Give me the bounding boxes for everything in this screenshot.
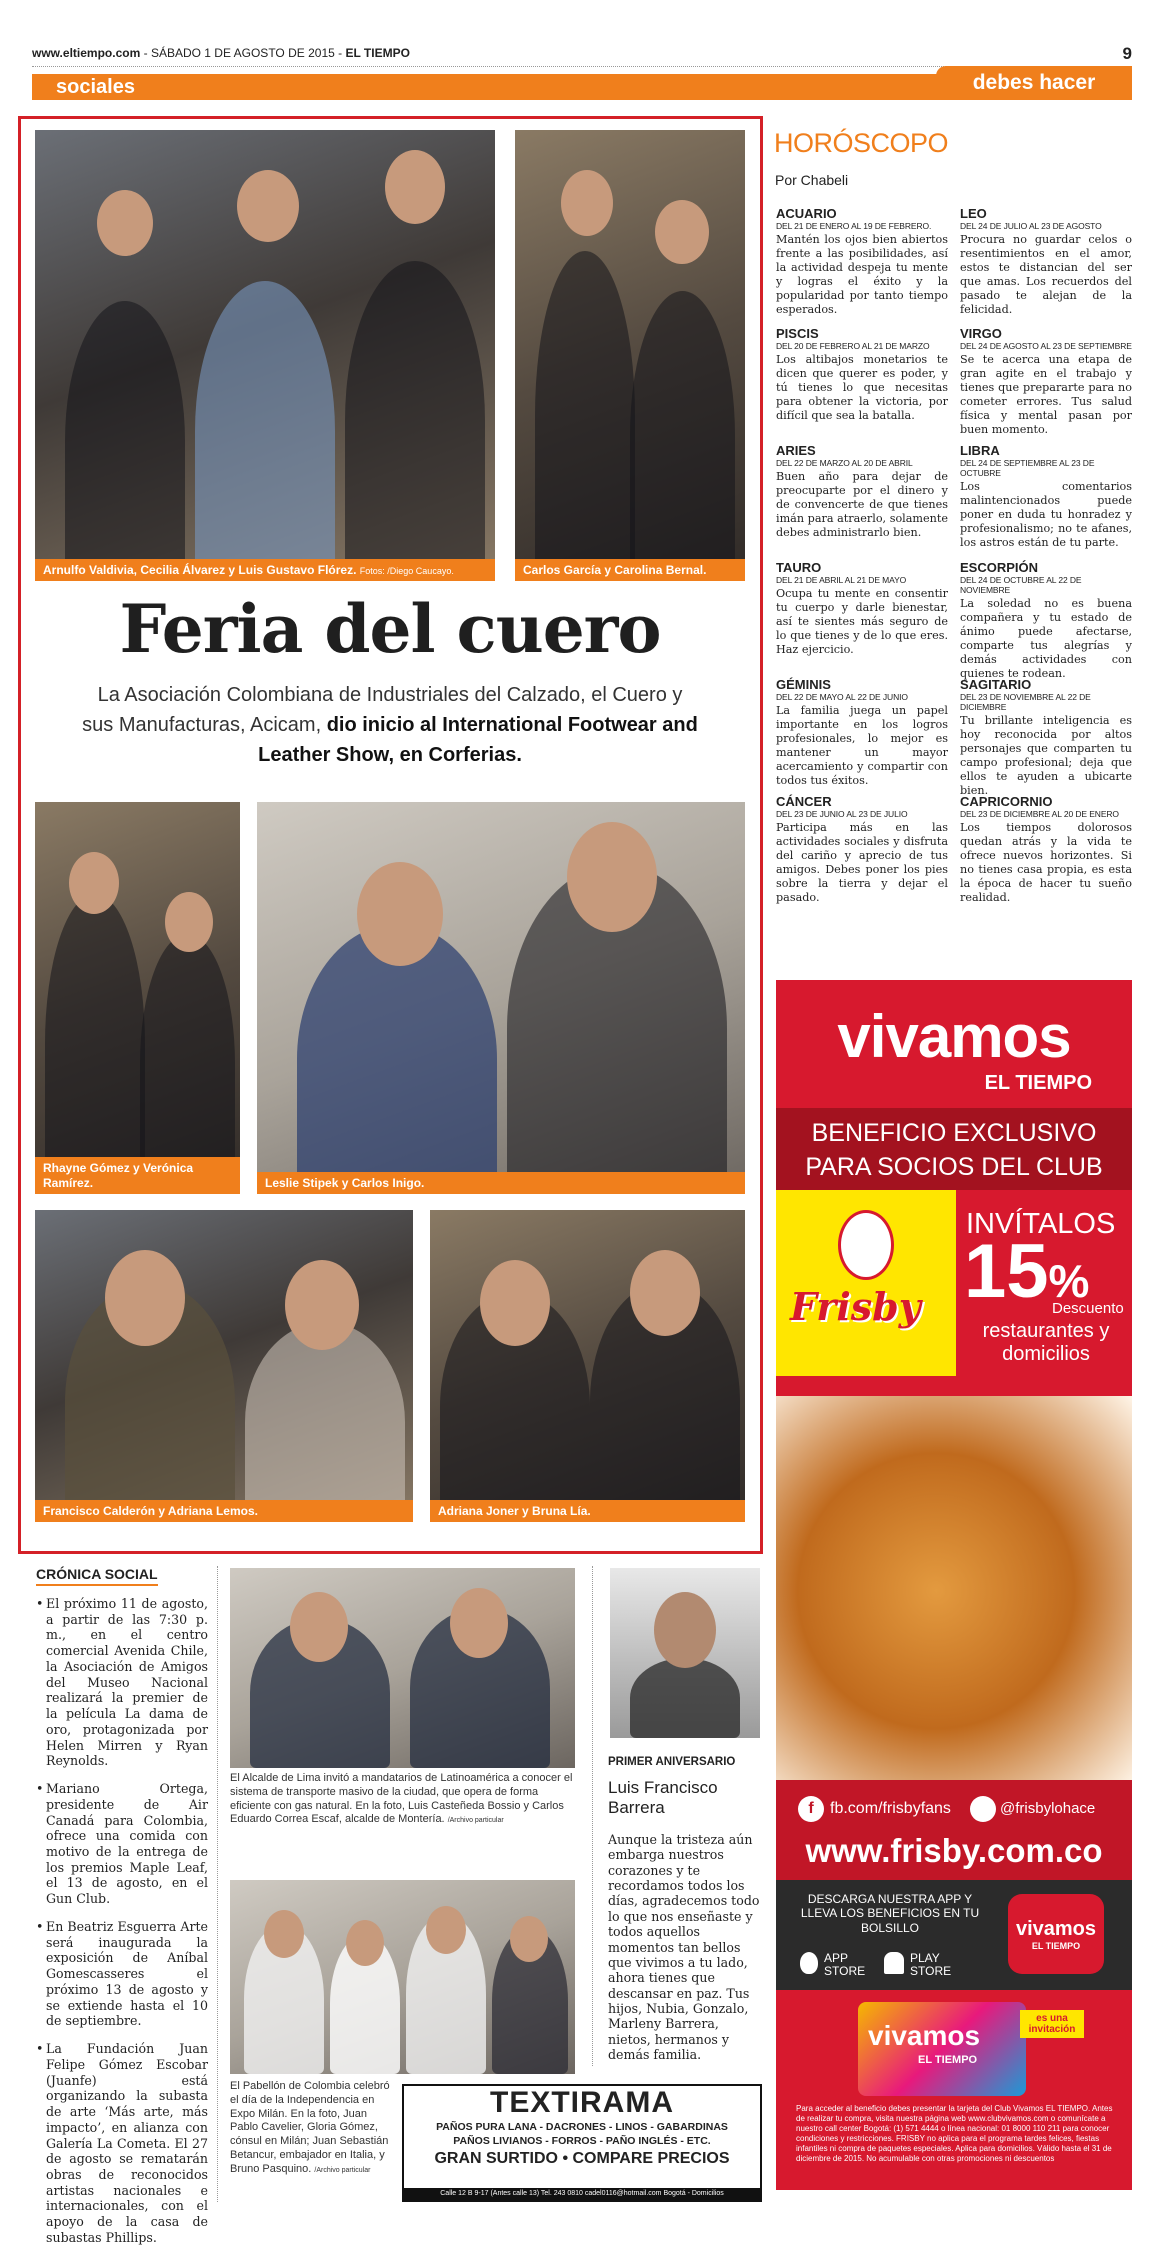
- expo-caption: El Pabellón de Colombia celebró el día de la Independencia en Expo Milán. En la foto, Juan Pablo Cavelier, Gloria Gómez, cónsul en Milán; Juan Sebastián Betancur, embajador en Italia, y Bruno Pasquino. /Archivo particular: [230, 2080, 390, 2175]
- sign-sagitario: SAGITARIO DEL 23 DE NOVIEMBRE AL 22 DE DICIEMBRE Tu brillante inteligencia es hoy reconocida por altos personajes que comparten tu campo profesional; deja que ellos te ayuden a ubicarte bien.: [960, 677, 1132, 797]
- site-url[interactable]: www.eltiempo.com: [32, 46, 141, 60]
- sign-virgo: VIRGO DEL 24 DE AGOSTO AL 23 DE SEPTIEMBRE Se te acerca una etapa de gran agite en el trabajo y tienes que prepararte para no cometer errores. Tus salud física y mental pasan por buen momento.: [960, 326, 1132, 436]
- sign-escorpion: ESCORPIÓN DEL 24 DE OCTUBRE AL 22 DE NOVIEMBRE La soledad no es buena compañera y tu estado de ánimo puede afectarse, comparte tus alegrías y demás actividades con quienes te rodean.: [960, 560, 1132, 680]
- textirama-name: TEXTIRAMA: [490, 2086, 674, 2119]
- ad-app-band: [776, 1880, 1132, 1990]
- cronica-item-1: • El próximo 11 de agosto, a partir de las 7:30 p. m., en el centro comercial Avenida Chile, la Asociación de Amigos del Museo Nacional realizará la premier de la película La dama de oro, protagonizada por Helen Mirren y Ryan Reynolds.: [36, 1596, 208, 1769]
- ad-benefit-2: PARA SOCIOS DEL CLUB: [805, 1153, 1103, 1181]
- aniversario-photo: [610, 1568, 760, 1738]
- aniversario-title: PRIMER ANIVERSARIO: [608, 1756, 736, 1768]
- lima-caption: El Alcalde de Lima invitó a mandatarios de Latinoamérica a conocer el sistema de transporte masivo de la ciudad, que opera de forma eficiente con gas natural. En la foto, Luis Casteñeda Bossio y Carlos Eduardo Correa Escaf, alcalde de Montería. /Archivo particular: [230, 1772, 573, 1826]
- ad-percent: 15%: [964, 1229, 1090, 1314]
- aniversario-name: Luis Francisco Barrera: [608, 1778, 718, 1817]
- textirama-contact: Calle 12 B 9-17 (Antes calle 13) Tel. 243 0810 cadel0116@hotmail.com Bogotá - Domicilios: [404, 2188, 760, 2200]
- feature-photo-4: [257, 802, 745, 1194]
- ad-download: DESCARGA NUESTRA APP Y LLEVA LOS BENEFICIOS EN TU BOLSILLO: [800, 1892, 980, 1935]
- ad-descuento: Descuento: [1052, 1300, 1124, 1317]
- ad-logo-panel: [776, 1190, 956, 1376]
- ad-url[interactable]: www.frisby.com.co: [805, 1832, 1103, 1869]
- ad-card-tag: es una invitación: [1020, 2010, 1084, 2038]
- aniversario-text: Aunque la tristeza aún embarga nuestros corazones y te recordamos todos los días, agradecemos todo lo que nos enseñaste y todos aquellos momentos tan bellos que vivimos a tu lado, ahora tienes que descansar en paz. Tus hijos, Nubia, Gonzalo, Marleny Barrera, nietos, hermanos y demás familia.: [608, 1832, 760, 2063]
- feature-photo-2: [515, 130, 745, 581]
- header-date: SÁBADO 1 DE AGOSTO DE 2015: [150, 46, 335, 60]
- header-paper: EL TIEMPO: [345, 46, 410, 60]
- ad-benefit-band: [776, 1108, 1132, 1190]
- feature-title: Feria del cuero: [119, 590, 661, 668]
- horoscope-col-1: [776, 206, 948, 905]
- caption-2: Carlos García y Carolina Bernal.: [515, 559, 745, 581]
- ad-fb[interactable]: fb.com/frisbyfans: [830, 1800, 951, 1817]
- sign-piscis: PISCIS DEL 20 DE FEBRERO AL 21 DE MARZO Los altibajos monetarios te dicen que querer es poder, y tú tienes lo que necesitas para obtener la victoria, por difícil que sea la batalla.: [776, 326, 948, 422]
- ad-play-store[interactable]: PLAY STORE: [910, 1951, 952, 1979]
- cronica-list: [36, 1596, 208, 2258]
- column-divider-2: [592, 1566, 593, 2066]
- ad-social: [776, 1780, 1132, 1880]
- cronica-item-4: • La Fundación Juan Felipe Gómez Escobar (Juanfe) está organizando la subasta de arte ‘Más arte, más impacto’, en alianza con Galería La Cometa. El 27 de agosto se rematarán obras de reconocidos artistas nacionales e internacionales, con el apoyo de la casa de subastas Phillips.: [36, 2041, 208, 2246]
- ad-logo: Frisby: [790, 1284, 921, 1329]
- ad-app-badge: vivamos EL TIEMPO: [1008, 1894, 1104, 1974]
- horoscope-author: Por Chabeli: [775, 172, 849, 188]
- ad-benefit-1: BENEFICIO EXCLUSIVO: [811, 1119, 1097, 1147]
- textirama-line3: GRAN SURTIDO • COMPARE PRECIOS: [434, 2150, 730, 2167]
- horoscope-title: HORÓSCOPO: [774, 128, 949, 158]
- textirama-ad: [402, 2084, 762, 2202]
- photo-credit: Fotos: /Diego Caucayo.: [359, 565, 454, 576]
- caption-1: Arnulfo Valdivia, Cecilia Álvarez y Luis Gustavo Flórez. Fotos: /Diego Caucayo.: [35, 559, 495, 581]
- caption-4: Leslie Stipek y Carlos Inigo.: [257, 1172, 745, 1194]
- twitter-icon: [970, 1796, 996, 1822]
- chicken-mascot-icon: [838, 1210, 894, 1280]
- sign-acuario: ACUARIO DEL 21 DE ENERO AL 19 DE FEBRERO. Mantén los ojos bien abiertos frente a las posibilidades, así la actividad despeja tu mente y logras el éxito y la popularidad por tanto tiempo esperados.: [776, 206, 948, 316]
- ad-card-band: [776, 1990, 1132, 2190]
- android-icon: [884, 1952, 904, 1974]
- ad-fine-print: Para acceder al beneficio debes presentar la tarjeta del Club Vivamos EL TIEMPO. Antes de realizar tu compra, visita nuestra página web www.clubvivamos.com o comunícate a nuestro call center Bogotá: (1) 571 4444 o línea nacional: 01 8000 110 211 para conocer condiciones y restricciones. FRISBY no aplica para el programa tardes felices, fiestas infantiles ni compra de paquetes especiales. Aplica para domicilios. Válido hasta el 31 de diciembre de 2015. No acumulable con otras promociones ni descuentos: [796, 2104, 1113, 2163]
- chicken-photo: [776, 1396, 1132, 1786]
- ad-invite: INVÍTALOS: [966, 1208, 1116, 1240]
- section-label: sociales: [56, 76, 135, 98]
- sign-tauro: TAURO DEL 21 DE ABRIL AL 21 DE MAYO Ocupa tu mente en consentir tu cuerpo y darle bienestar, así te sientes más seguro de lo que tienes y de lo que eres. Haz ejercicio.: [776, 560, 948, 656]
- textirama-line2: PAÑOS LIVIANOS - FORROS - PAÑO INGLÉS - ETC.: [453, 2135, 711, 2147]
- caption-5: Francisco Calderón y Adriana Lemos.: [35, 1500, 413, 1522]
- frisby-ad[interactable]: [776, 980, 1132, 2190]
- club-card: vivamos EL TIEMPO: [858, 2002, 1026, 2096]
- sign-aries: ARIES DEL 22 DE MARZO AL 20 DE ABRIL Buen año para dejar de preocuparte por el dinero y de convencerte de que tienes imán para atraerlo, solamente debes administrarlo bien.: [776, 443, 948, 539]
- cronica-item-2: • Mariano Ortega, presidente de Air Canadá para Colombia, ofrece una comida con motivo de la entrega de los premios Maple Leaf, el 13 de agosto, en el Gun Club.: [36, 1781, 208, 1907]
- feature-photo-3: [35, 802, 240, 1194]
- horoscope-col-2: [960, 206, 1132, 905]
- cronica-item-3: • En Beatriz Esguerra Arte será inaugurada la exposición de Aníbal Gomescasseres el próximo 13 de agosto y se extiende hasta el 10 de septiembre.: [36, 1919, 208, 2029]
- feature-photo-5: [35, 1210, 413, 1522]
- page-number: 9: [1122, 44, 1132, 63]
- feature-photo-6: [430, 1210, 745, 1522]
- page-header: www.eltiempo.com - SÁBADO 1 DE AGOSTO DE 2015 - EL TIEMPO 9: [32, 44, 1132, 63]
- lima-photo: [230, 1568, 575, 1768]
- feature-lead: [80, 680, 700, 770]
- apple-icon: [800, 1952, 818, 1974]
- caption-6: Adriana Joner y Bruna Lía.: [430, 1500, 745, 1522]
- column-divider-1: [217, 1566, 218, 2202]
- sign-cancer: CÁNCER DEL 23 DE JUNIO AL 23 DE JULIO Participa más en las actividades sociales y disfruta del cariño y aprecio de tus amigos. Debes poner los pies sobre la tierra y dejar el pasado.: [776, 794, 948, 904]
- ad-places: restaurantes y domicilios: [982, 1320, 1110, 1365]
- sign-geminis: GÉMINIS DEL 22 DE MAYO AL 22 DE JUNIO La familia juega un papel importante en los logros profesionales, lo mejor es mantener un mayor acercamiento y compartir con todos tus éxitos.: [776, 677, 948, 787]
- sign-libra: LIBRA DEL 24 DE SEPTIEMBRE AL 23 DE OCTUBRE Los comentarios malintencionados puede poner en duda tu honradez y profesionalismo; no te afanes, los astros están de tu parte.: [960, 443, 1132, 549]
- ad-app-store[interactable]: APP STORE: [824, 1951, 866, 1979]
- cronica-title: CRÓNICA SOCIAL: [36, 1566, 158, 1586]
- ad-tw[interactable]: @frisbylohace: [1000, 1800, 1096, 1817]
- textirama-line1: PAÑOS PURA LANA - DACRONES - LINOS - GABARDINAS: [436, 2121, 728, 2133]
- feature-photo-1: [35, 130, 495, 581]
- sign-leo: LEO DEL 24 DE JULIO AL 23 DE AGOSTO Procura no guardar celos o resentimientos en el amor, estos te distancian del ser que amas. Los recuerdos del pasado te alejan de la felicidad.: [960, 206, 1132, 316]
- caption-3: Rhayne Gómez y Verónica Ramírez.: [35, 1157, 240, 1194]
- ad-brand: vivamos: [837, 1003, 1071, 1070]
- facebook-icon: f: [798, 1796, 824, 1822]
- sign-capricornio: CAPRICORNIO DEL 23 DE DICIEMBRE AL 20 DE ENERO Los tiempos dolorosos quedan atrás y la vida te ofrece nuevos horizontes. Si no tienes casa propia, es esta la época de hacer tu sueño realidad.: [960, 794, 1132, 904]
- ad-brand-sub: EL TIEMPO: [984, 1072, 1092, 1094]
- section-tab: debes hacer: [936, 66, 1132, 100]
- expo-photo: [230, 1880, 575, 2074]
- lead-bold: dio inicio al International Footwear and Leather Show, en Corferias.: [258, 714, 698, 766]
- lead-plain: La Asociación Colombiana de Industriales del Calzado, el Cuero y sus Manufacturas, Acicam,: [82, 684, 683, 736]
